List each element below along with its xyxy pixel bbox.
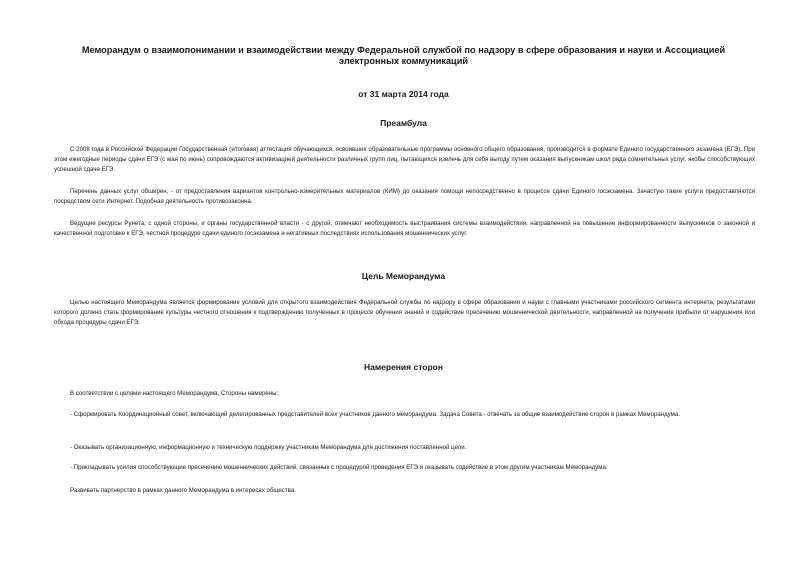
intentions-item-3: - Прикладывать усилия способствующие пресечению мошеннических действий, связанных с процедурой проведения ЕГЭ и оказывать содействие в этом другим участникам Меморандума.	[70, 464, 608, 471]
preamble-paragraph-2: Перечень данных услуг обширен, - от предоставления вариантов контрольно-измерительных материалов (КИМ) до оказания помощи непосредственно в процессе сдачи Единого госэкзамена. Зачастую такие услуги предоставляются посредством сети Интернет. Подобная деятельность противозаконна.	[54, 188, 755, 205]
intentions-intro: В соответствии с целями настоящего Меморандума, Стороны намерены:	[70, 390, 279, 397]
intentions-closing: Развивать партнерство в рамках данного Меморандума в интересах общества.	[70, 487, 296, 494]
document-date: от 31 марта 2014 года	[358, 89, 449, 99]
preamble-paragraph-1: С 2008 года в Российской Федерации Государственная (итоговая) аттестация обучающихся, освоивших образовательные программы основного общего образования, производится в формате Единого государственного экзамена (ЕГЭ). При этом ежегодные периоды сдачи ЕГЭ (с мая по июнь) сопровождаются активизацией деятельности различных групп лиц, пытающихся извлечь для себя выгоду путем оказания выпускникам школ ряда сомнительных услуг, якобы способствующих успешной сдаче ЕГЭ.	[54, 146, 755, 173]
intentions-item-2: - Оказывать организационную, информационную и техническую поддержку участникам Меморандума для достижения поставленной цели.	[70, 444, 467, 451]
goal-heading: Цель Меморандума	[361, 271, 446, 281]
preamble-paragraph-3: Ведущие ресурсы Рунета, с одной стороны, и органы государственной власти - с другой, отмечают необходимость выстраивания системы взаимодействия, направленной на повышение информированности выпускников о законной и качественной подготовке к ЕГЭ, честной процедуре сдачи единого госэкзамена и негативных последствиях использования мошеннических услуг.	[54, 220, 755, 237]
intentions-heading: Намерения сторон	[364, 362, 443, 372]
intentions-item-1: - Сформировать Координационный совет, включающий делегированных представителей всех участников данного меморандума. Задача Совета - отвечать за общие взаимодействие сторон в рамках Меморандума.	[70, 411, 680, 418]
document-title: Меморандум о взаимопонимании и взаимодействии между Федеральной службой по надзору в сфере образования и науки и Ассоциацией электронных коммуникаций	[81, 45, 726, 66]
preamble-heading: Преамбула	[380, 118, 427, 128]
goal-paragraph: Целью настоящего Меморандума является формирование условий для открытого взаимодействия Федеральной службы по надзору в сфере образования и науки с главными участниками российского сегмента интернета, результатами которого должно стать формирование культуры честного отношения к подтверждению полученных в процессе обучения знаний и содействие пресечению мошеннической деятельности, направленной на получение прибыли от нарушения или обхода процедуры сдачи ЕГЭ.	[54, 299, 755, 326]
